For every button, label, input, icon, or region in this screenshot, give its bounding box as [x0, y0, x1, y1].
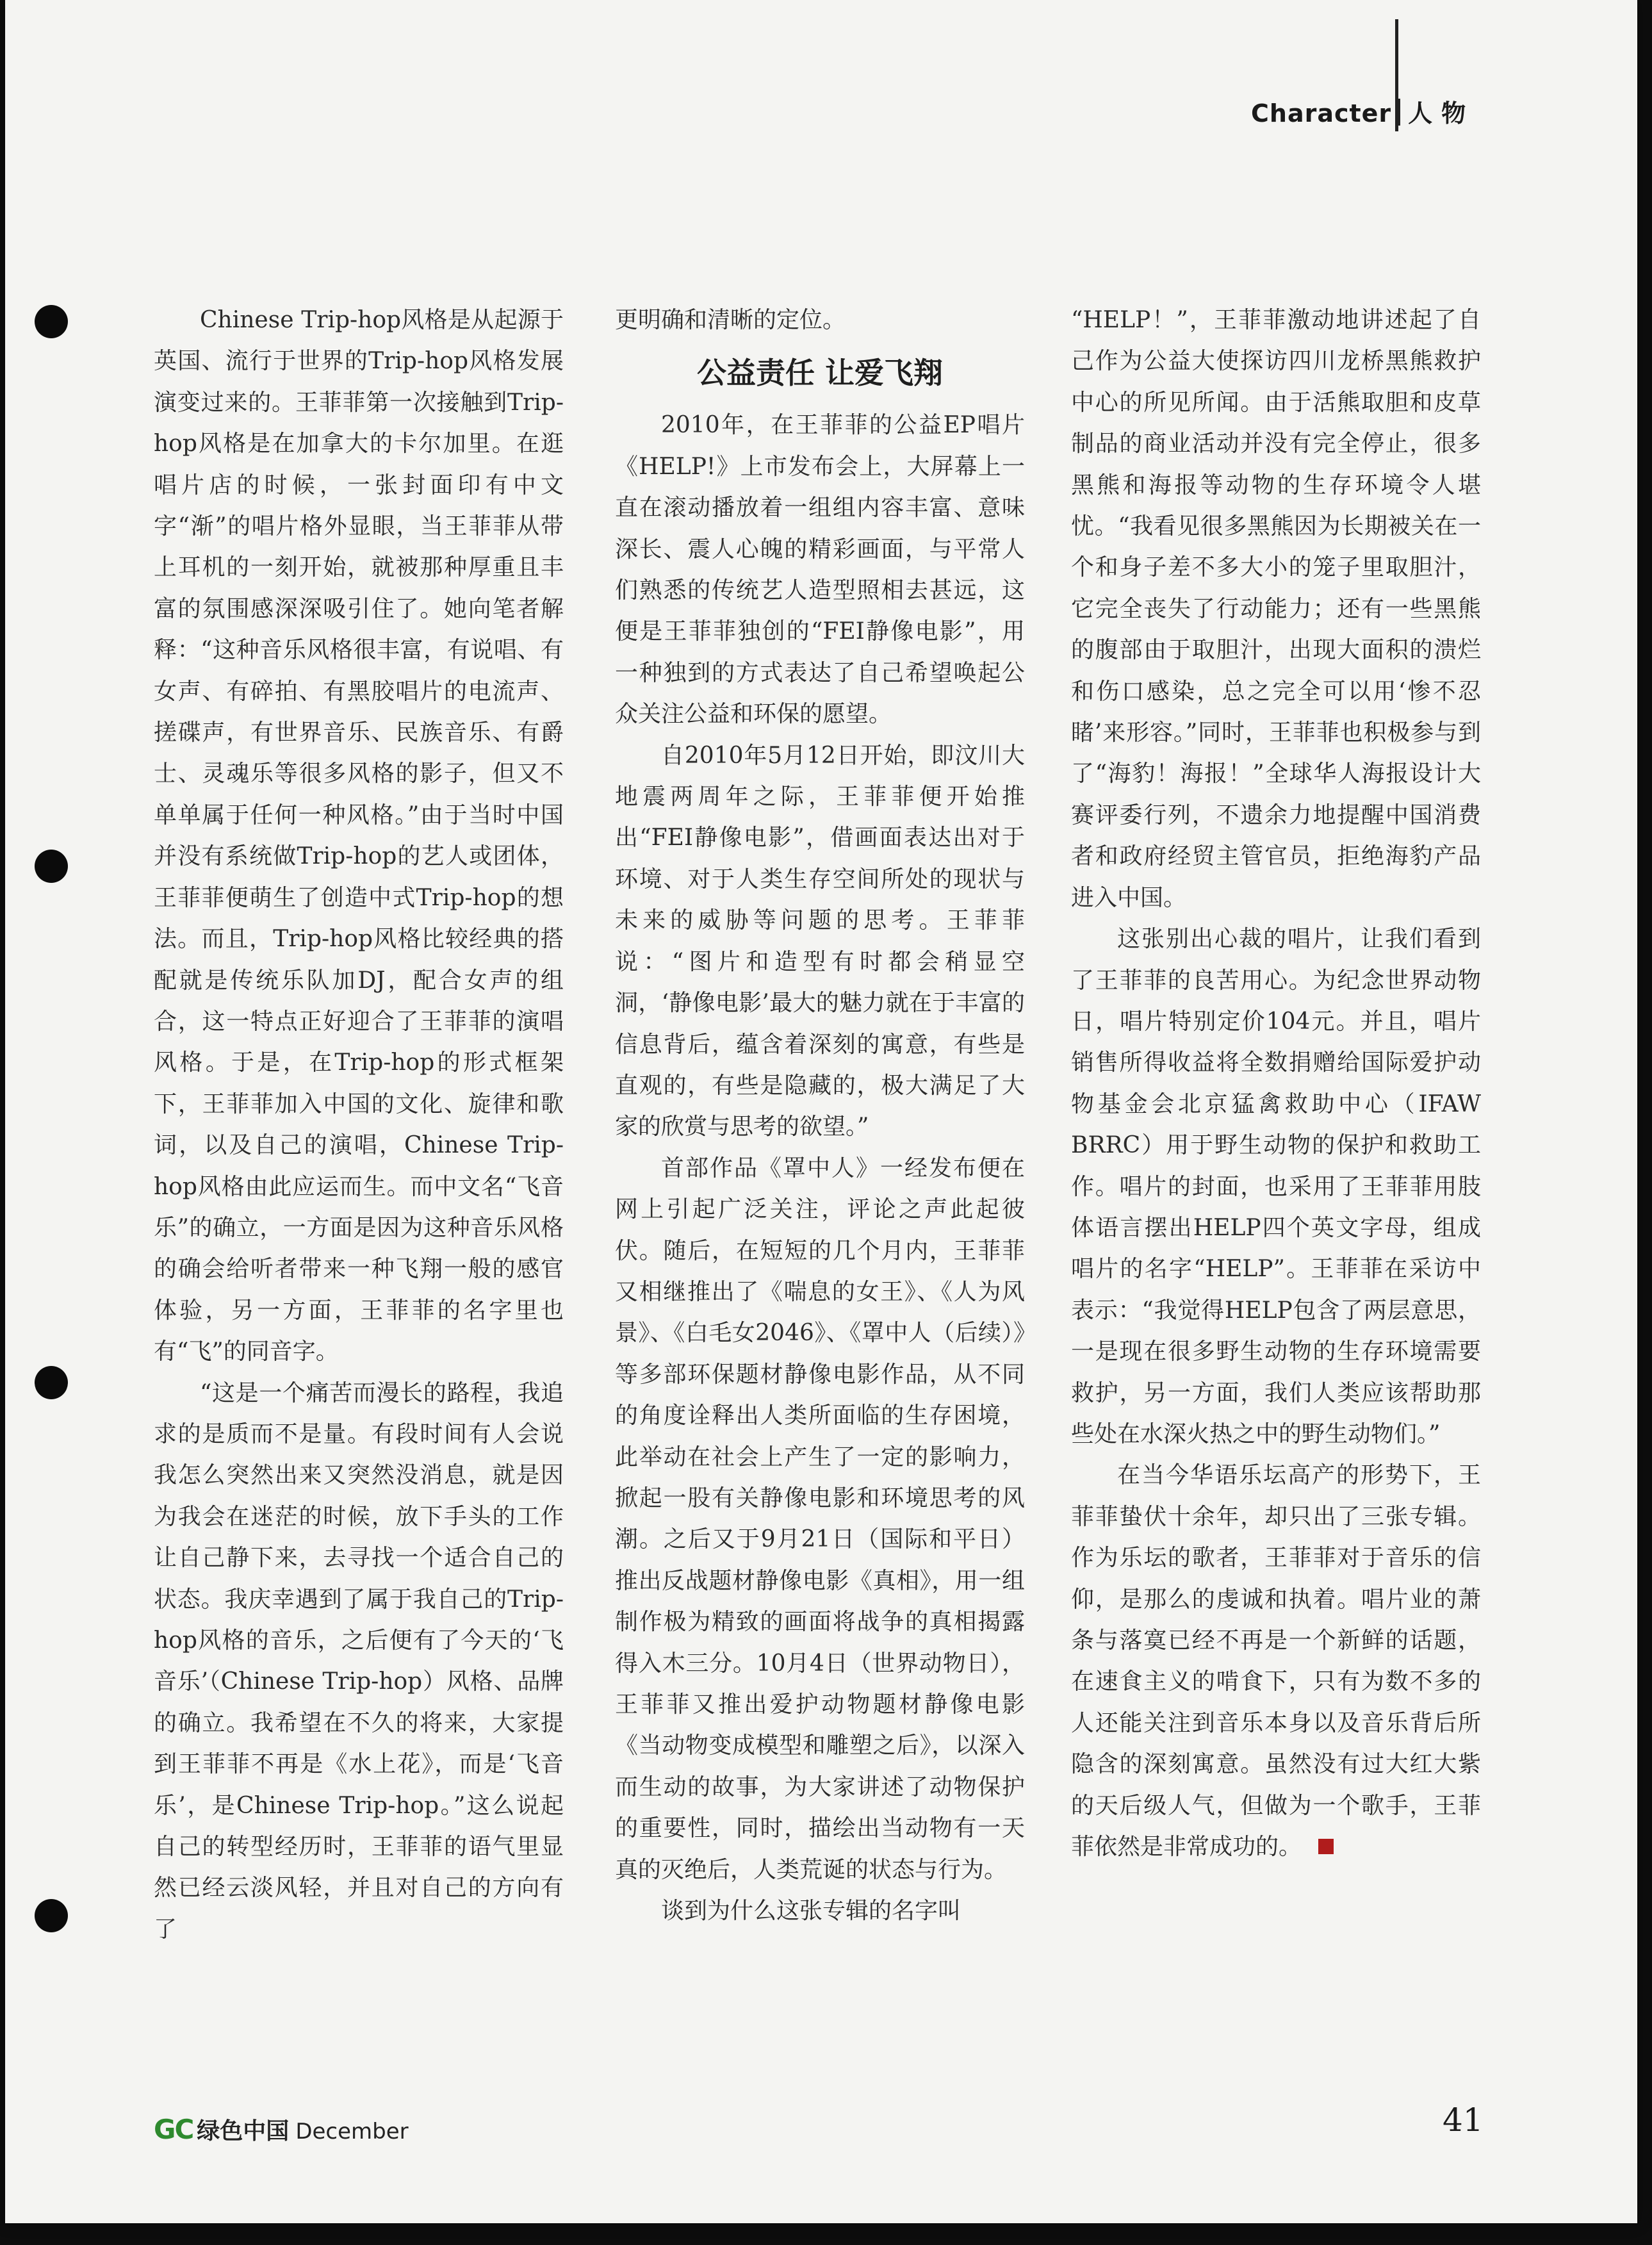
issue-month: December: [295, 2119, 409, 2144]
paragraph: 这张别出心裁的唱片，让我们看到了王菲菲的良苦用心。为纪念世界动物日，唱片特别定价104元。并且，唱片销售所得收益将全数捐赠给国际爱护动物基金会北京猛禽救助中心（IFAW BRRC）用于野生动物的保护和救助工作。唱片的封面，也采用了王菲菲用肢体语言摆出HELP四个英文字母，组成唱片的名字“HELP”。王菲菲在采访中表示：“我觉得HELP包含了两层意思，一是现在很多野生动物的生存环境需要救护，另一方面，我们人类应该帮助那些处在水深火热之中的野生动物们。”: [1071, 926, 1481, 1447]
paragraph: “这是一个痛苦而漫长的路程，我追求的是质而不是量。有段时间有人会说我怎么突然出来又突然没消息，就是因为我会在迷茫的时候，放下手头的工作让自己静下来，去寻找一个适合自己的状态。我庆幸遇到了属于我自己的Trip-hop风格的音乐，之后便有了今天的‘飞音乐’（Chinese Trip-hop）风格、品牌的确立。我希望在不久的将来，大家提到王菲菲不再是《水上花》，而是‘飞音乐’，是Chinese Trip-hop。”这么说起自己的转型经历时，王菲菲的语气里显然已经云淡风轻，并且对自己的方向有了: [154, 1379, 564, 1943]
header-separator: [1398, 99, 1400, 126]
paragraph: 2010年，在王菲菲的公益EP唱片《HELP!》上市发布会上，大屏幕上一直在滚动播放着一组组内容丰富、意味深长、震人心魄的精彩画面，与平常人们熟悉的传统艺人造型照相去甚远，这便是王菲菲独创的“FEI静像电影”，用一种独到的方式表达了自己希望唤起公众关注公益和环保的愿望。: [615, 412, 1025, 728]
article-column-2: [615, 300, 1025, 1932]
page-number: 41: [1443, 2101, 1484, 2139]
end-mark-icon: [1318, 1839, 1334, 1854]
paragraph-continued: 更明确和清晰的定位。: [615, 307, 846, 333]
binder-hole: [35, 850, 68, 883]
paragraph: 自2010年5月12日开始，即汶川大地震两周年之际，王菲菲便开始推出“FEI静像电影”，借画面表达出对于环境、对于人类生存空间所处的现状与未来的威胁等问题的思考。王菲菲说：“图片和造型有时都会稍显空洞，‘静像电影’最大的魅力就在于丰富的信息背后，蕴含着深刻的寓意，有些是直观的，有些是隐藏的，极大满足了大家的欣赏与思考的欲望。”: [615, 742, 1025, 1140]
section-title-en: Character: [1251, 99, 1392, 127]
magazine-logo: GC: [154, 2114, 193, 2145]
magazine-name: 绿色中国: [197, 2118, 290, 2144]
binder-hole: [35, 1899, 68, 1932]
section-title-zh: 人物: [1408, 99, 1475, 127]
paragraph: Chinese Trip-hop风格是从起源于英国、流行于世界的Trip-hop风格发展演变过来的。王菲菲第一次接触到Trip-hop风格是在加拿大的卡尔加里。在逛唱片店的时候，一张封面印有中文字“渐”的唱片格外显眼，当王菲菲从带上耳机的一刻开始，就被那种厚重且丰富的氛围感深深吸引住了。她向笔者解释：“这种音乐风格很丰富，有说唱、有女声、有碎拍、有黑胶唱片的电流声、搓碟声，有世界音乐、民族音乐、有爵士、灵魂乐等很多风格的影子，但又不单单属于任何一种风格。”由于当时中国并没有系统做Trip-hop的艺人或团体，王菲菲便萌生了创造中式Trip-hop的想法。而且，Trip-hop风格比较经典的搭配就是传统乐队加DJ，配合女声的组合，这一特点正好迎合了王菲菲的演唱风格。于是，在Trip-hop的形式框架下，王菲菲加入中国的文化、旋律和歌词，以及自己的演唱，Chinese Trip-hop风格由此应运而生。而中文名“飞音乐”的确立，一方面是因为这种音乐风格的确会给听者带来一种飞翔一般的感官体验，另一方面，王菲菲的名字里也有“飞”的同音字。: [154, 307, 564, 1365]
article-column-3: [1071, 300, 1481, 1868]
binder-hole: [35, 1366, 68, 1399]
article-column-1: [154, 300, 564, 1950]
section-subheading: 公益责任 让爱飞翔: [696, 356, 943, 391]
section-header: [1251, 94, 1475, 129]
paragraph-continued: “HELP！”，王菲菲激动地讲述起了自己作为公益大使探访四川龙桥黑熊救护中心的所见所闻。由于活熊取胆和皮草制品的商业活动并没有完全停止，很多黑熊和海报等动物的生存环境令人堪忧。“我看见很多黑熊因为长期被关在一个和身子差不多大小的笼子里取胆汁，它完全丧失了行动能力；还有一些黑熊的腹部由于取胆汁，出现大面积的溃烂和伤口感染，总之完全可以用‘惨不忍睹’来形容。”同时，王菲菲也积极参与到了“海豹！海报！”全球华人海报设计大赛评委行列，不遗余力地提醒中国消费者和政府经贸主管官员，拒绝海豹产品进入中国。: [1071, 307, 1481, 911]
paragraph: 首部作品《罩中人》一经发布便在网上引起广泛关注，评论之声此起彼伏。随后，在短短的几个月内，王菲菲又相继推出了《喘息的女王》、《人为风景》、《白毛女2046》、《罩中人（后续）》等多部环保题材静像电影作品，从不同的角度诠释出人类所面临的生存困境，此举动在社会上产生了一定的影响力，掀起一股有关静像电影和环境思考的风潮。之后又于9月21日（国际和平日）推出反战题材静像电影《真相》，用一组制作极为精致的画面将战争的真相揭露得入木三分。10月4日（世界动物日），王菲菲又推出爱护动物题材静像电影《当动物变成模型和雕塑之后》，以深入而生动的故事，为大家讲述了动物保护的重要性，同时，描绘出当动物有一天真的灭绝后，人类荒诞的状态与行为。: [615, 1155, 1025, 1883]
page-footer: [154, 2113, 409, 2146]
paragraph-text: 在当今华语乐坛高产的形势下，王菲菲蛰伏十余年，却只出了三张专辑。作为乐坛的歌者，王菲菲对于音乐的信仰，是那么的虔诚和执着。唱片业的萧条与落寞已经不再是一个新鲜的话题，在速食主义的啃食下，只有为数不多的人还能关注到音乐本身以及音乐背后所隐含的深刻寓意。虽然没有过大红大紫的天后级人气，但做为一个歌手，王菲菲依然是非常成功的。: [1071, 1462, 1481, 1861]
binder-hole: [35, 305, 68, 338]
paragraph: 谈到为什么这张专辑的名字叫: [661, 1898, 961, 1925]
magazine-page: [5, 0, 1637, 2223]
paragraph: [1071, 1455, 1481, 1868]
